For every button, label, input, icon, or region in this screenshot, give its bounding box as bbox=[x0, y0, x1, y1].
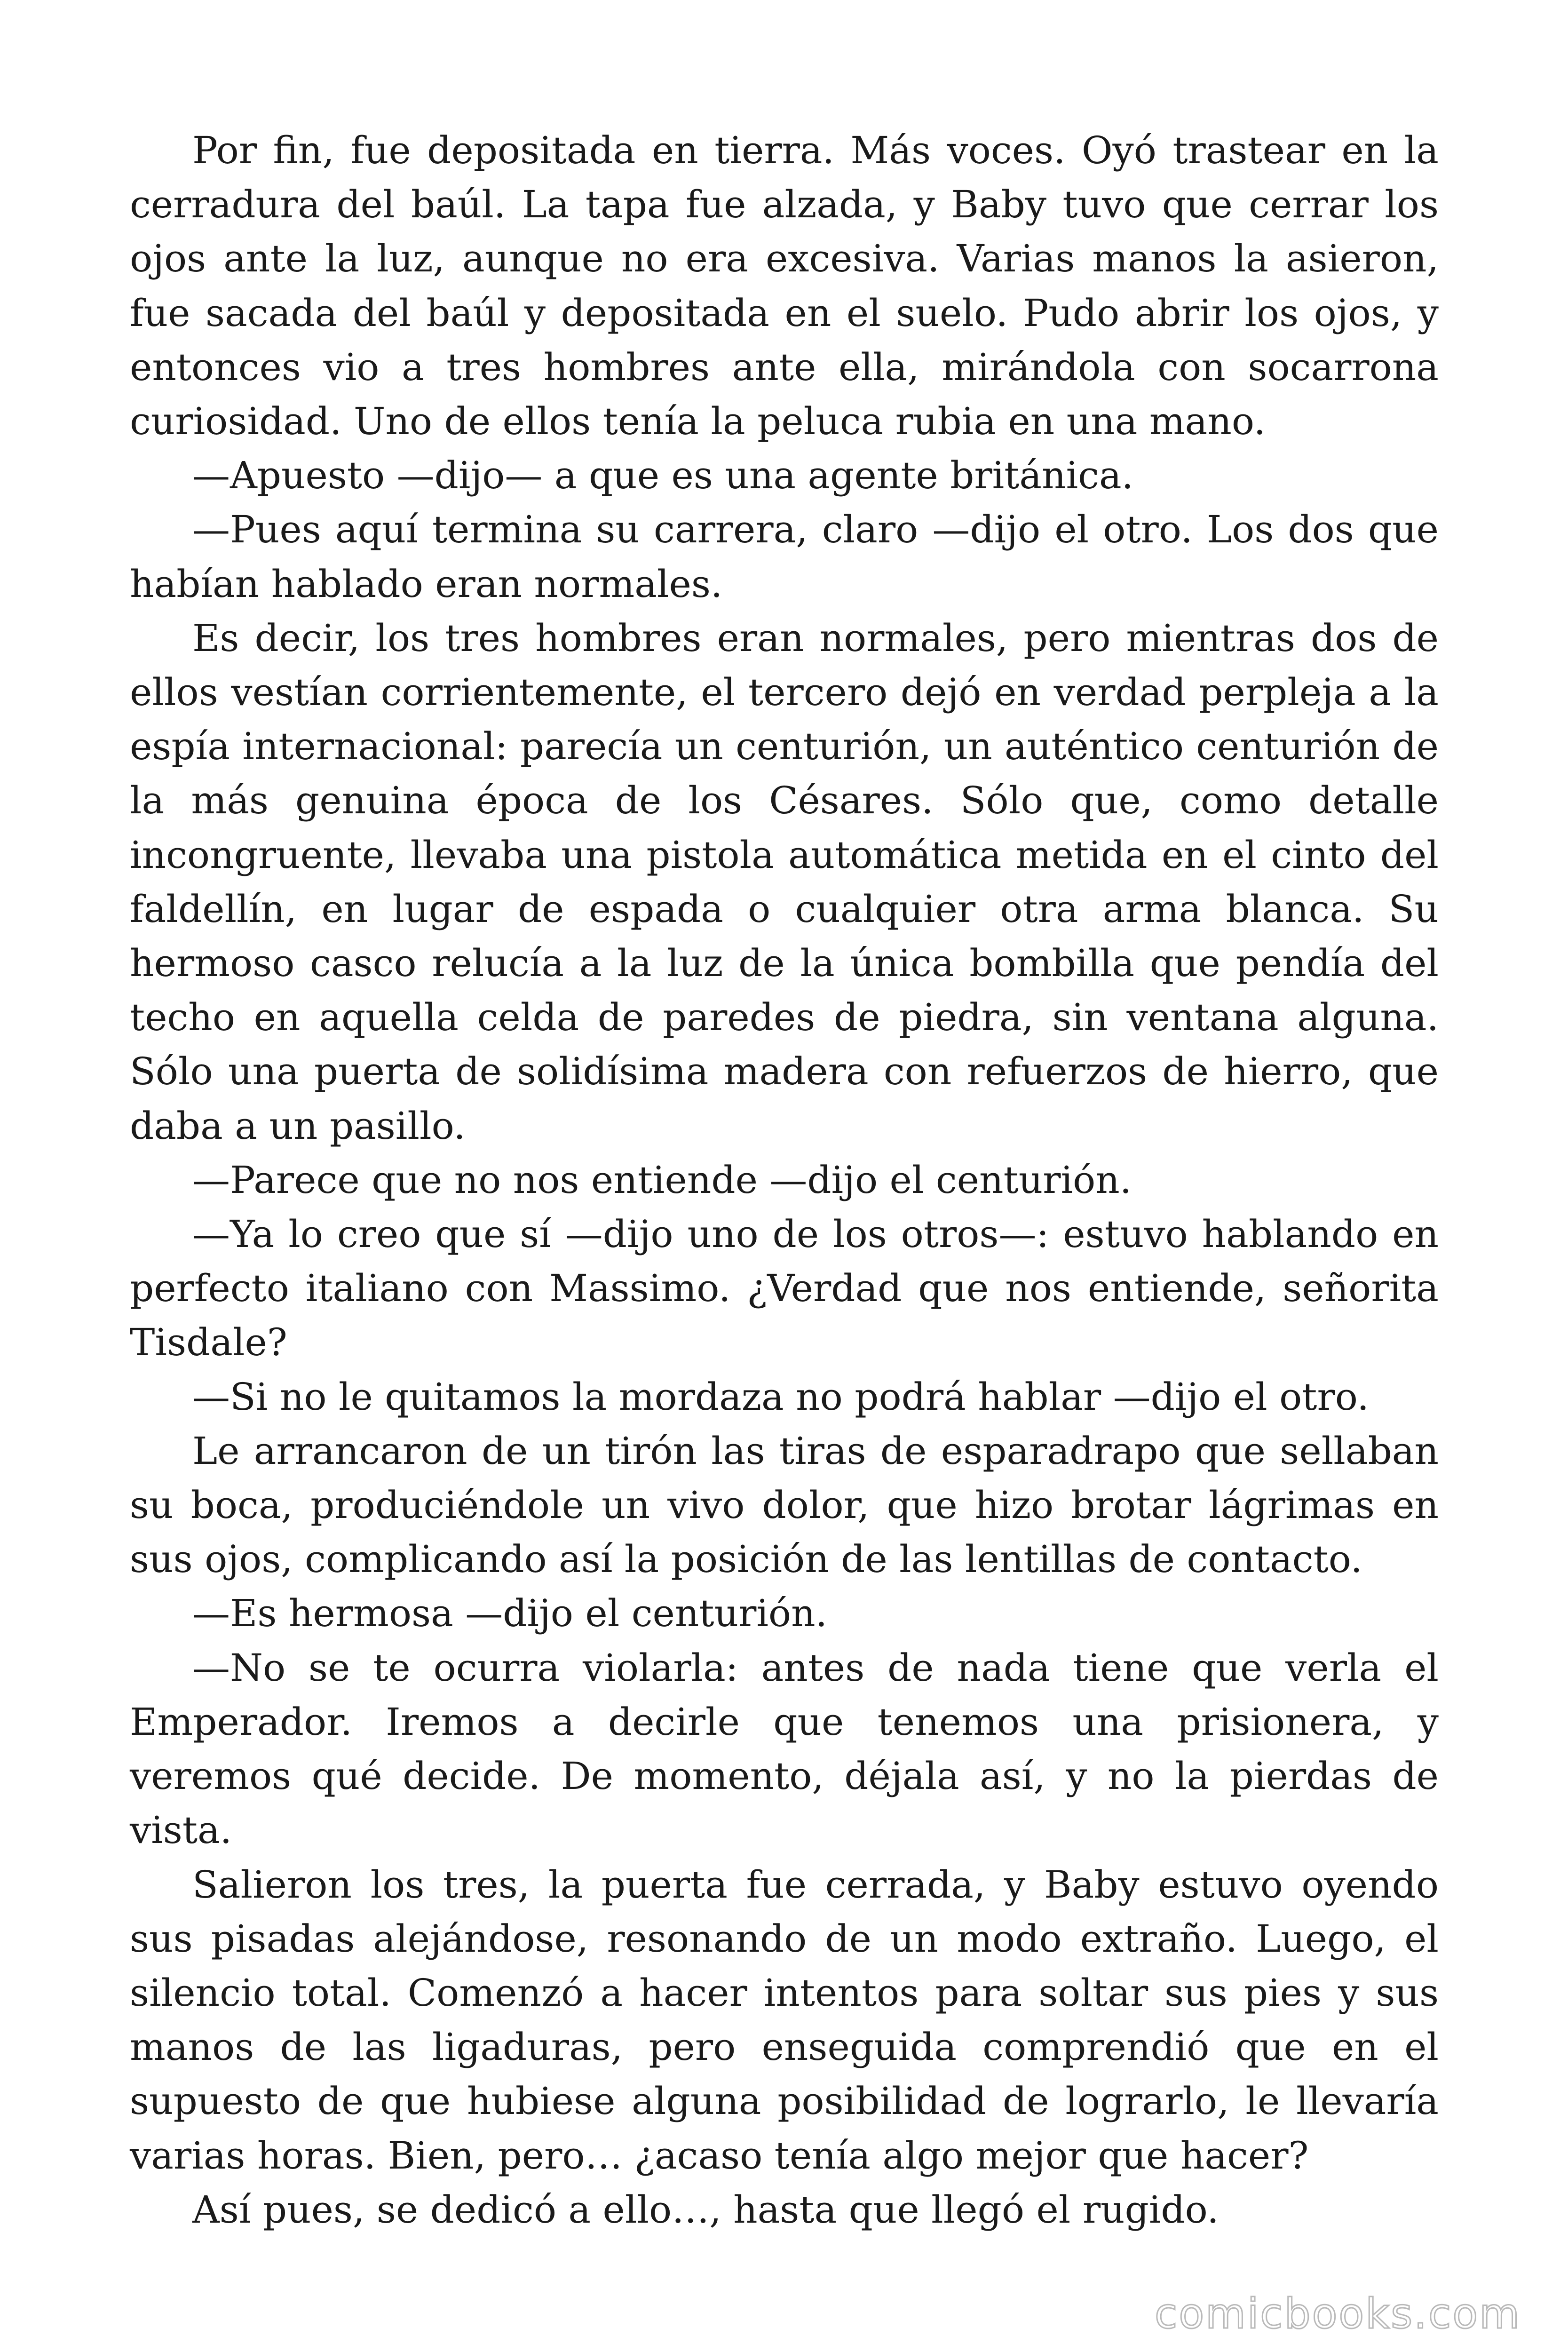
paragraph: Le arrancaron de un tirón las tiras de esparadrapo que sellaban su boca, produciéndole un vivo dolor, que hizo brotar lágrimas en sus ojos, complicando así la posición de las lentillas de contacto. bbox=[130, 1429, 1439, 1581]
watermark: comicbooks.com bbox=[1154, 2289, 1521, 2338]
paragraph: —Pues aquí termina su carrera, claro —dijo el otro. Los dos que habían hablado eran normales. bbox=[130, 508, 1439, 606]
paragraph: —No se te ocurra violarla: antes de nada tiene que verla el Emperador. Iremos a decirle que tenemos una prisionera, y veremos qué decide. De momento, déjala así, y no la pierdas de vista. bbox=[130, 1645, 1439, 1852]
paragraph: Así pues, se dedicó a ello…, hasta que llegó el rugido. bbox=[192, 2187, 1219, 2232]
paragraph: —Apuesto —dijo— a que es una agente británica. bbox=[192, 453, 1134, 498]
paragraph: Salieron los tres, la puerta fue cerrada, y Baby estuvo oyendo sus pisadas alejándose, resonando de un modo extraño. Luego, el silencio total. Comenzó a hacer intentos para soltar sus pies y sus manos de las ligaduras, pero enseguida comprendió que en el supuesto de que hubiese alguna posibilidad de lograrlo, le llevaría varias horas. Bien, pero… ¿acaso tenía algo mejor que hacer? bbox=[130, 1862, 1439, 2177]
paragraph: —Parece que no nos entiende —dijo el centurión. bbox=[192, 1158, 1132, 1202]
body-text bbox=[130, 123, 1439, 2237]
paragraph: —Si no le quitamos la mordaza no podrá hablar —dijo el otro. bbox=[192, 1375, 1369, 1419]
paragraph: Por fin, fue depositada en tierra. Más voces. Oyó trastear en la cerradura del baúl. La tapa fue alzada, y Baby tuvo que cerrar los ojos ante la luz, aunque no era excesiva. Varias manos la asieron, fue sacada del baúl y depositada en el suelo. Pudo abrir los ojos, y entonces vio a tres hombres ante ella, mirándola con socarrona curiosidad. Uno de ellos tenía la peluca rubia en una mano. bbox=[130, 128, 1439, 444]
paragraph: Es decir, los tres hombres eran normales, pero mientras dos de ellos vestían corrientemente, el tercero dejó en verdad perpleja a la espía internacional: parecía un centurión, un auténtico centurión de la más genuina época de los Césares. Sólo que, como detalle incongruente, llevaba una pistola automática metida en el cinto del faldellín, en lugar de espada o cualquier otra arma blanca. Su hermoso casco relucía a la luz de la única bombilla que pendía del techo en aquella celda de paredes de piedra, sin ventana alguna. Sólo una puerta de solidísima madera con refuerzos de hierro, que daba a un pasillo. bbox=[130, 616, 1439, 1148]
paragraph: —Ya lo creo que sí —dijo uno de los otros—: estuvo hablando en perfecto italiano con Massimo. ¿Verdad que nos entiende, señorita Tisdale? bbox=[130, 1212, 1439, 1365]
paragraph: —Es hermosa —dijo el centurión. bbox=[192, 1591, 828, 1636]
